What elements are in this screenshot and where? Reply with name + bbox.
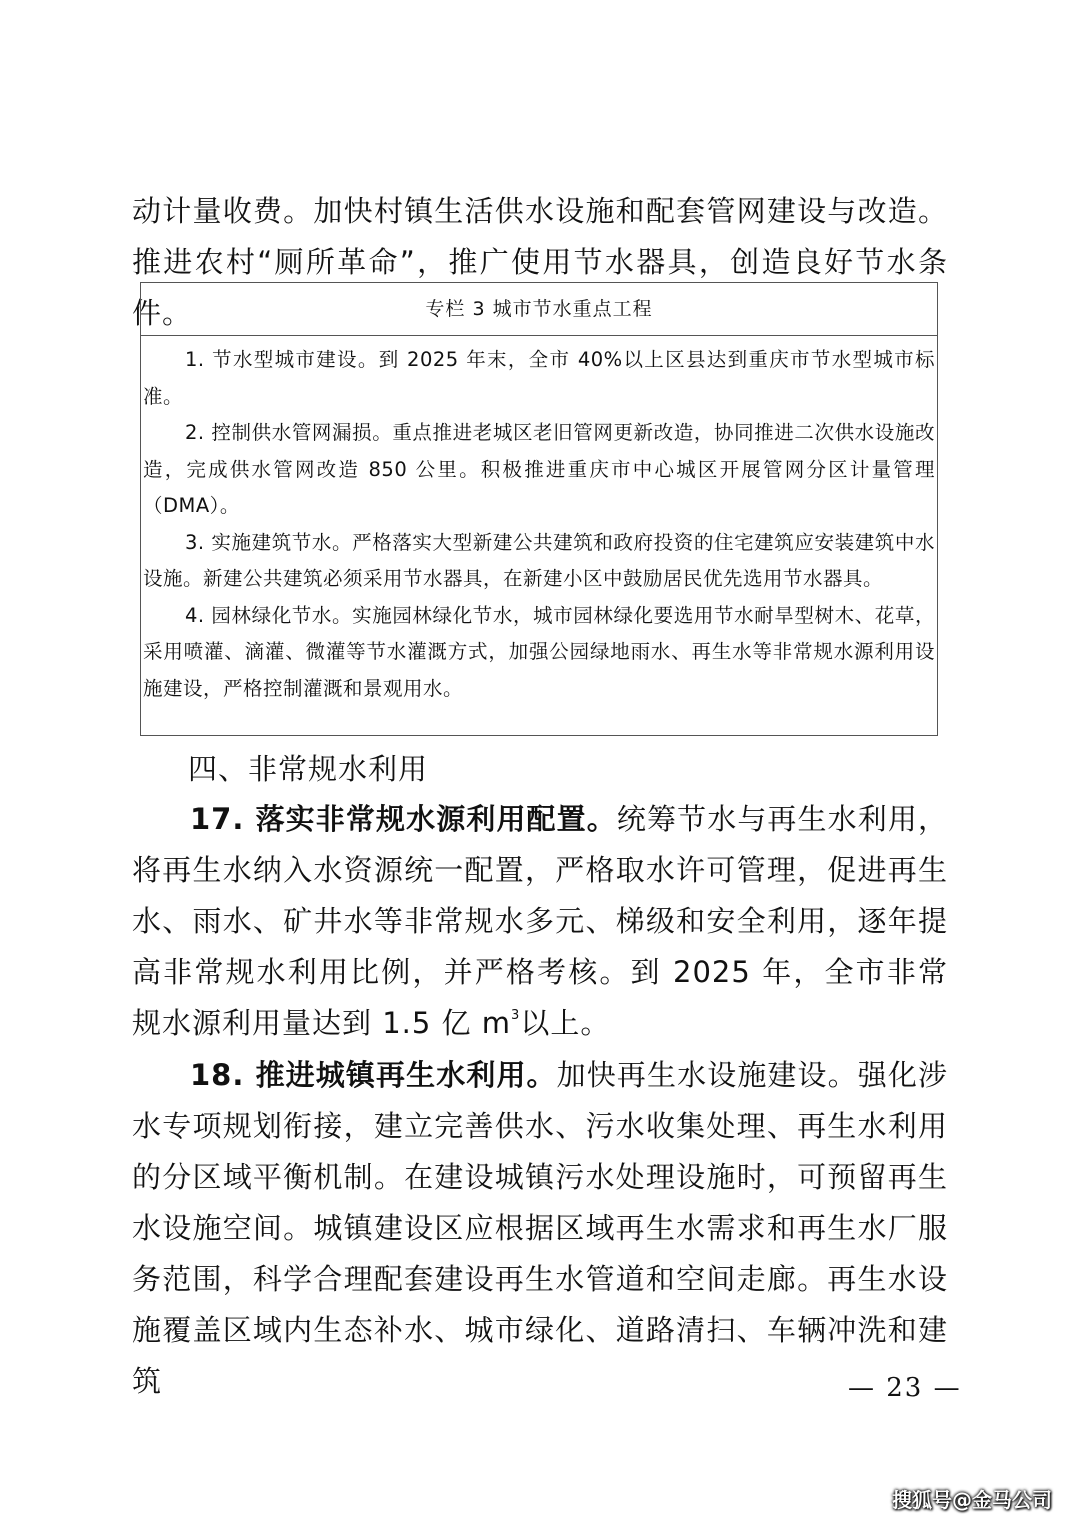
feature-box bbox=[140, 282, 938, 736]
page-number: — 23 — bbox=[848, 1373, 962, 1403]
intro-paragraph: 动计量收费。加快村镇生活供水设施和配套管网建设与改造。推进农村“厕所革命”，推广使用节水器具，创造良好节水条件。 bbox=[132, 194, 948, 330]
section-heading: 四、非常规水利用 bbox=[188, 752, 429, 786]
paragraph-18-lead: 18. 推进城镇再生水利用。 bbox=[190, 1058, 557, 1092]
box-item: 1. 节水型城市建设。到 2025 年末，全市 40%以上区县达到重庆市节水型城市标准。 bbox=[143, 348, 935, 408]
paragraph-17-body: 统筹节水与再生水利用，将再生水纳入水资源统一配置，严格取水许可管理，促进再生水、雨水、矿井水等非常规水多元、梯级和安全利用，逐年提高非常规水利用比例，并严格考核。到 2025 年，全市非常规水源利用量达到 1.5 亿 m bbox=[132, 802, 948, 1040]
cubic-superscript: 3 bbox=[511, 1008, 521, 1023]
paragraph-18-body: 加快再生水设施建设。强化涉水专项规划衔接，建立完善供水、污水收集处理、再生水利用的分区域平衡机制。在建设城镇污水处理设施时，可预留再生水设施空间。城镇建设区应根据区域再生水需求和再生水厂服务范围，科学合理配套建设再生水管道和空间走廊。再生水设施覆盖区域内生态补水、城市绿化、道路清扫、车辆冲洗和建筑 bbox=[132, 1058, 948, 1398]
paragraph-18 bbox=[132, 1050, 948, 1407]
paragraph-17 bbox=[132, 794, 948, 1049]
box-item: 2. 控制供水管网漏损。重点推进老城区老旧管网更新改造，协同推进二次供水设施改造，完成供水管网改造 850 公里。积极推进重庆市中心城区开展管网分区计量管理（DMA）。 bbox=[143, 421, 935, 517]
box-title: 专栏 3 城市节水重点工程 bbox=[141, 283, 937, 336]
paragraph-17-tail: 以上。 bbox=[520, 1006, 611, 1040]
box-item: 4. 园林绿化节水。实施园林绿化节水，城市园林绿化要选用节水耐旱型树木、花草，采用喷灌、滴灌、微灌等节水灌溉方式，加强公园绿地雨水、再生水等非常规水源利用设施建设，严格控制灌溉和景观用水。 bbox=[143, 603, 935, 700]
paragraph-17-lead: 17. 落实非常规水源利用配置。 bbox=[190, 802, 617, 836]
box-item: 3. 实施建筑节水。严格落实大型新建公共建筑和政府投资的住宅建筑应安装建筑中水设施。新建公共建筑必须采用节水器具，在新建小区中鼓励居民优先选用节水器具。 bbox=[143, 530, 935, 590]
box-body bbox=[141, 336, 937, 707]
watermark: 搜狐号@金马公司 bbox=[892, 1488, 1052, 1512]
